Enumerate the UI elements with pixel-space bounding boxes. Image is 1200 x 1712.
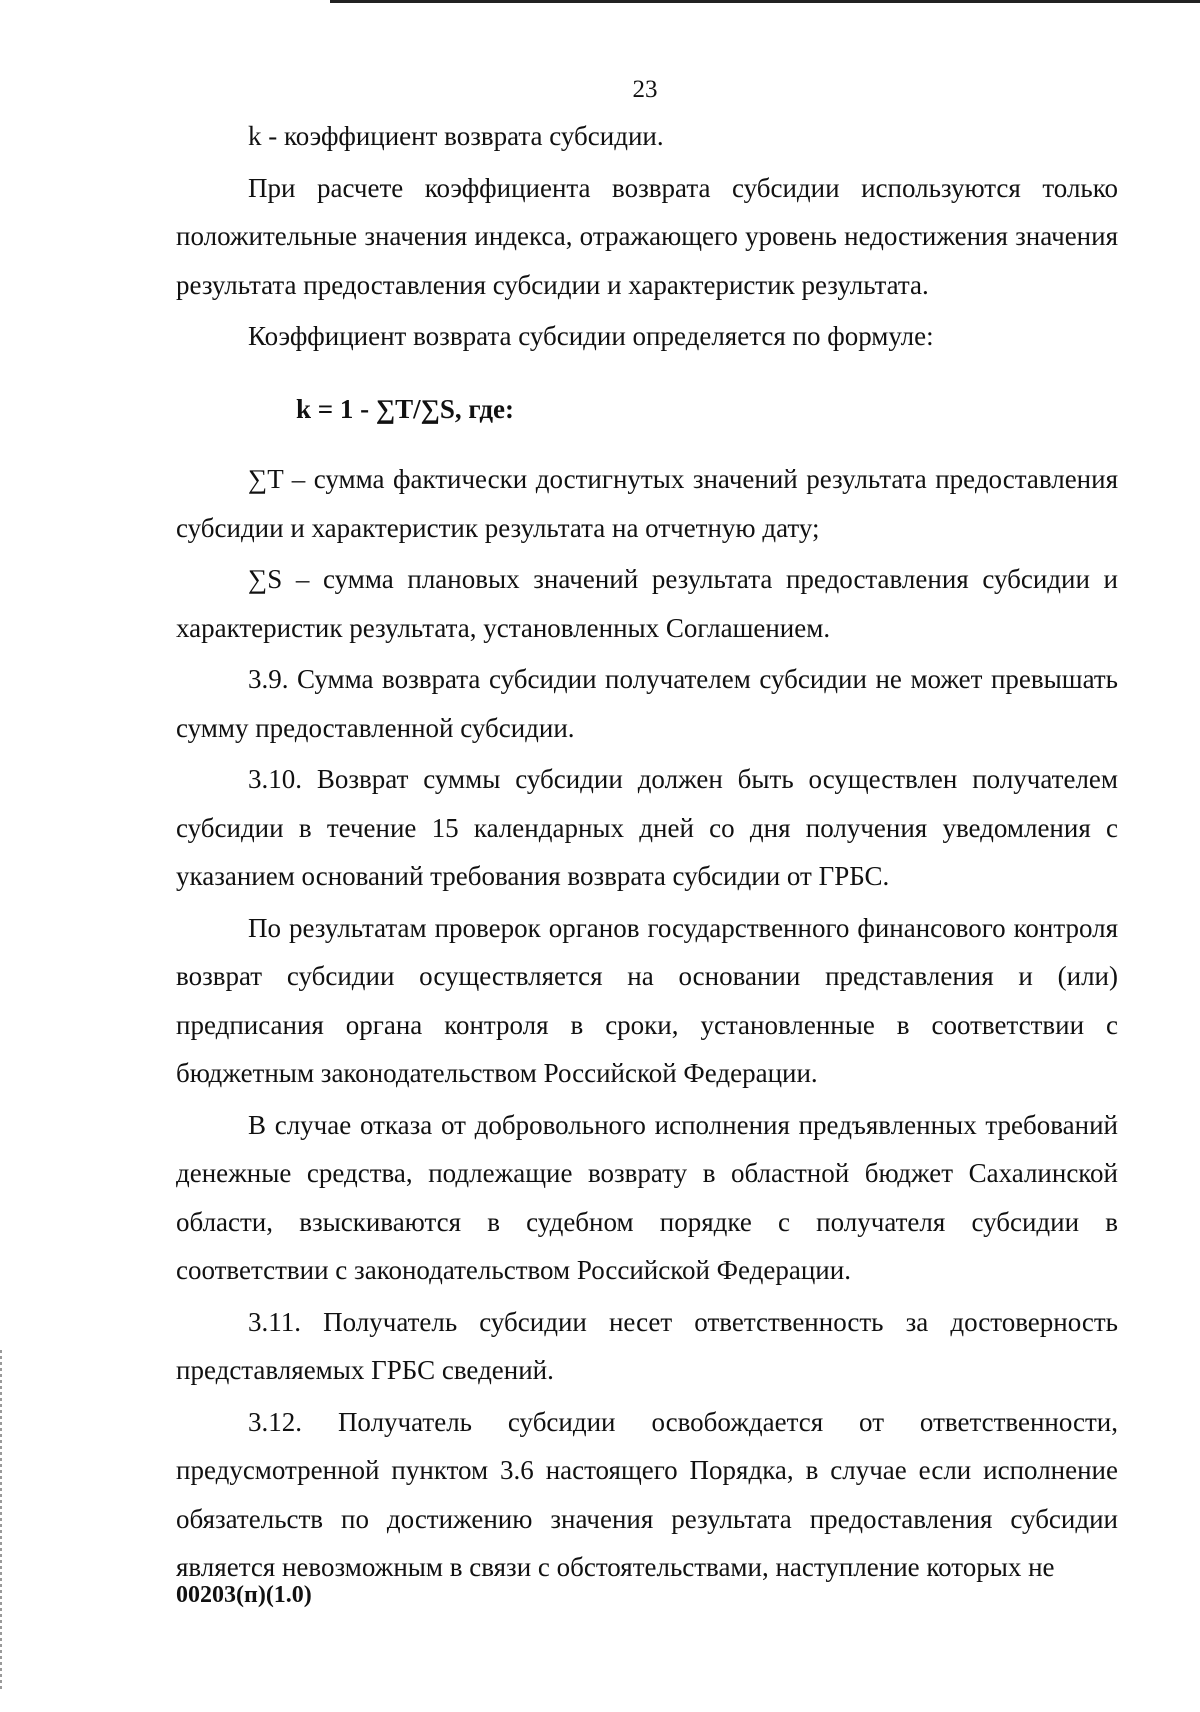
paragraph-control-results: По результатам проверок органов государственного финансового контроля возврат субсидии осуществляется на основании представления и (или) предписания органа контроля в сроки, установленные в соответствии с бюджетным законодательством Российской Федерации. — [176, 912, 1118, 1088]
top-border-line — [330, 0, 1200, 3]
paragraph-calculation-note: При расчете коэффициента возврата субсидии используются только положительные значения индекса, отражающего уровень недостижения значения результата предоставления субсидии и характеристик результата. — [176, 172, 1118, 300]
paragraph-formula-intro: Коэффициент возврата субсидии определяется по формуле: — [248, 321, 934, 351]
page-number: 23 — [632, 76, 658, 103]
paragraph-3-10: 3.10. Возврат суммы субсидии должен быть осуществлен получателем субсидии в течение 15 календарных дней со дня получения уведомления с указанием оснований требования возврата субсидии от ГРБС. — [176, 764, 1118, 891]
paragraph-3-11: 3.11. Получатель субсидии несет ответственность за достоверность представляемых ГРБС сведений. — [176, 1306, 1118, 1385]
paragraph-sum-s-definition: ∑S – сумма плановых значений результата предоставления субсидии и характеристик результата, установленных Соглашением. — [176, 564, 1118, 643]
document-code: 00203(п)(1.0) — [176, 1582, 312, 1608]
paragraph-3-9: 3.9. Сумма возврата субсидии получателем субсидии не может превышать сумму предоставленной субсидии. — [176, 664, 1118, 743]
paragraph-sum-t-definition: ∑T – сумма фактически достигнутых значений результата предоставления субсидии и характеристик результата на отчетную дату; — [176, 464, 1118, 543]
scan-edge-mark — [0, 1350, 2, 1690]
paragraph-3-12: 3.12. Получатель субсидии освобождается от ответственности, предусмотренной пунктом 3.6 настоящего Порядка, в случае если исполнение обязательств по достижению значения результата предоставления субсидии является невозможным в связи с обстоятельствами, наступление которых не — [176, 1406, 1118, 1582]
formula: k = 1 - ∑T/∑S, где: — [296, 393, 514, 424]
document-body — [176, 112, 1118, 1592]
paragraph-refusal-case: В случае отказа от добровольного исполнения предъявленных требований денежные средства, подлежащие возврату в областной бюджет Сахалинской области, взыскиваются в судебном порядке с получателя субсидии в соответствии с законодательством Российской Федерации. — [176, 1109, 1118, 1285]
paragraph-k-definition: k - коэффициент возврата субсидии. — [248, 121, 664, 151]
